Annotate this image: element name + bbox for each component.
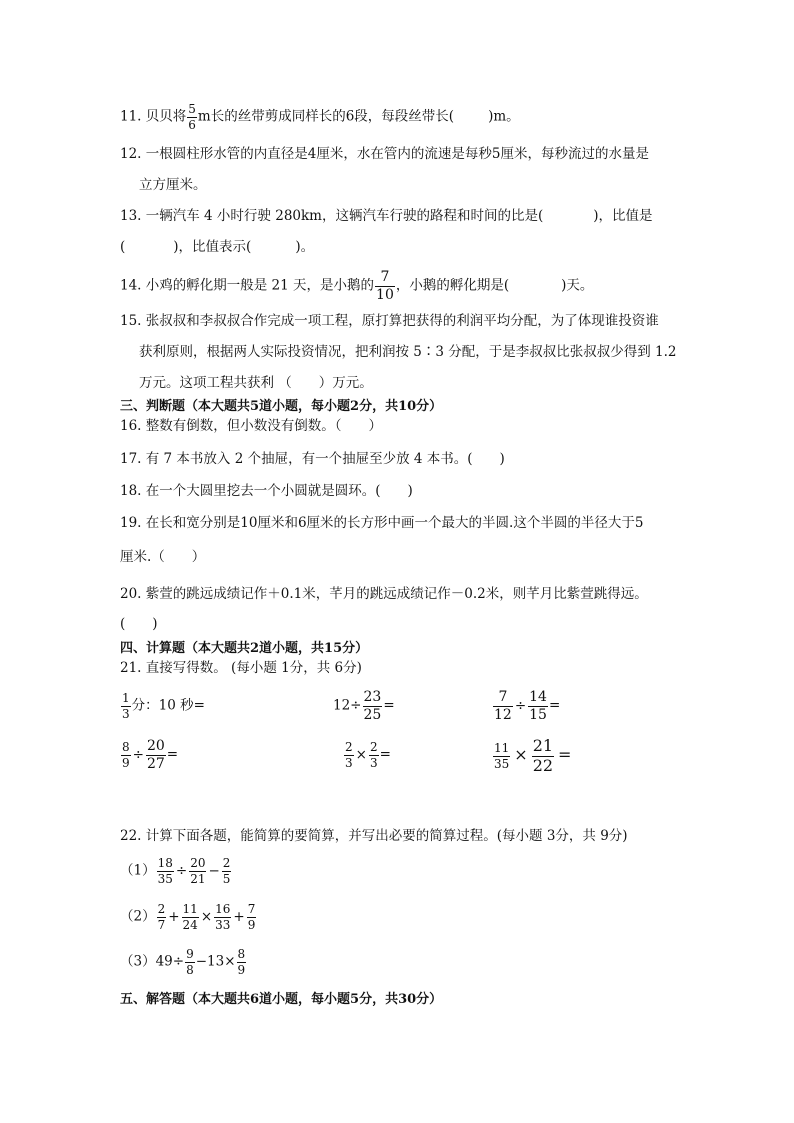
- question-13-line-1: 13. 一辆汽车 4 小时行驶 280km，这辆汽车行驶的路程和时间的比是( )，比值是: [120, 208, 653, 224]
- expression-21-1: $\frac{1}{3}$ 分：10 秒=: [122, 691, 205, 721]
- question-13-line-2: ( )，比值表示( )。: [120, 239, 315, 255]
- question-15-line-3: 万元。这项工程共获利 （ ）万元。: [139, 375, 373, 391]
- question-16: 16. 整数有倒数，但小数没有倒数。（ ）: [120, 418, 383, 434]
- fraction: $\frac{2}{3}$: [369, 740, 378, 770]
- expression-21-5: $\frac{2}{3}$ × $\frac{2}{3}$ =: [345, 740, 391, 770]
- fraction: $\frac{2}{5}$: [222, 856, 231, 886]
- fraction: $\frac{1}{3}$: [122, 691, 130, 721]
- question-18: 18. 在一个大圆里挖去一个小圆就是圆环。( ): [120, 483, 413, 499]
- fraction: $\frac{8}{9}$: [122, 740, 130, 770]
- fraction: $\frac{2}{7}$: [157, 902, 166, 932]
- fraction: $\frac{11}{24}$: [182, 902, 198, 932]
- question-14: 14. 小鸡的孵化期一般是 21 天，是小鹅的 $\frac{7}{10}$ ，小鹅的孵化期是( )天。: [120, 269, 594, 303]
- question-11: 11. 贝贝将 $\frac{5}{6}$ m长的丝带剪成同样长的6段，每段丝带长( )m。: [120, 102, 520, 132]
- question-20-line-2: ( ): [120, 616, 158, 632]
- question-17: 17. 有 7 本书放入 2 个抽屉，有一个抽屉至少放 4 本书。( ): [120, 451, 505, 467]
- expression-21-6: $\frac{11}{35}$ × $\frac{21}{22}$ =: [494, 736, 572, 775]
- fraction: $\frac{20}{27}$: [146, 738, 165, 772]
- question-15-line-1: 15. 张叔叔和李叔叔合作完成一项工程，原打算把获得的利润平均分配，为了体现谁投资谁: [120, 313, 659, 329]
- fraction: $\frac{16}{33}$: [215, 902, 231, 932]
- expression-21-2: 12÷ $\frac{23}{25}$ =: [333, 689, 395, 723]
- expression-22-1: （1） $\frac{18}{35}$ ÷ $\frac{20}{21}$ − $\frac{2}{5}$: [120, 856, 231, 886]
- expression-22-2: （2） $\frac{2}{7}$ + $\frac{11}{24}$ × $\frac{16}{33}$ + $\frac{7}{9}$: [120, 902, 256, 932]
- question-20-line-1: 20. 紫萱的跳远成绩记作＋0.1米，芊月的跳远成绩记作－0.2米，则芊月比紫萱跳得远。: [120, 586, 648, 602]
- fraction: $\frac{20}{21}$: [190, 856, 206, 886]
- question-22-title: 22. 计算下面各题，能简算的要简算，并写出必要的简算过程。(每小题 3分，共 9分): [120, 828, 628, 844]
- fraction: $\frac{7}{10}$: [376, 269, 394, 303]
- fraction: $\frac{21}{22}$: [532, 736, 554, 775]
- section-3-heading: 三、判断题（本大题共5道小题，每小题2分，共10分）: [120, 399, 443, 414]
- question-19-line-2: 厘米.（ ）: [120, 549, 206, 565]
- section-4-heading: 四、计算题（本大题共2道小题，共15分）: [120, 641, 369, 656]
- fraction: $\frac{23}{25}$: [363, 689, 382, 723]
- question-21-title: 21. 直接写得数。 (每小题 1分，共 6分): [120, 660, 362, 676]
- question-19-line-1: 19. 在长和宽分别是10厘米和6厘米的长方形中画一个最大的半圆.这个半圆的半径大于5: [120, 515, 644, 531]
- expression-21-4: $\frac{8}{9}$ ÷ $\frac{20}{27}$ =: [122, 738, 179, 772]
- fraction: $\frac{8}{9}$: [237, 947, 246, 977]
- fraction: $\frac{18}{35}$: [157, 856, 173, 886]
- expression-22-3: （3）49÷ $\frac{9}{8}$ −13× $\frac{8}{9}$: [120, 947, 246, 977]
- fraction: $\frac{5}{6}$: [188, 102, 196, 132]
- fraction: $\frac{7}{12}$: [494, 689, 512, 723]
- question-12-line-1: 12. 一根圆柱形水管的内直径是4厘米，水在管内的流速是每秒5厘米，每秒流过的水量是: [120, 146, 649, 162]
- fraction: $\frac{14}{15}$: [529, 689, 547, 723]
- question-12-line-2: 立方厘米。: [139, 177, 207, 193]
- expression-21-3: $\frac{7}{12}$ ÷ $\frac{14}{15}$ =: [494, 689, 561, 723]
- section-5-heading: 五、解答题（本大题共6道小题，每小题5分，共30分）: [120, 992, 443, 1007]
- fraction: $\frac{7}{9}$: [247, 902, 256, 932]
- question-15-line-2: 获利原则，根据两人实际投资情况，把利润按 5∶3 分配，于是李叔叔比张叔叔少得到 1.2: [139, 344, 677, 360]
- fraction: $\frac{2}{3}$: [345, 740, 353, 770]
- fraction: $\frac{9}{8}$: [186, 947, 194, 977]
- fraction: $\frac{11}{35}$: [494, 741, 510, 771]
